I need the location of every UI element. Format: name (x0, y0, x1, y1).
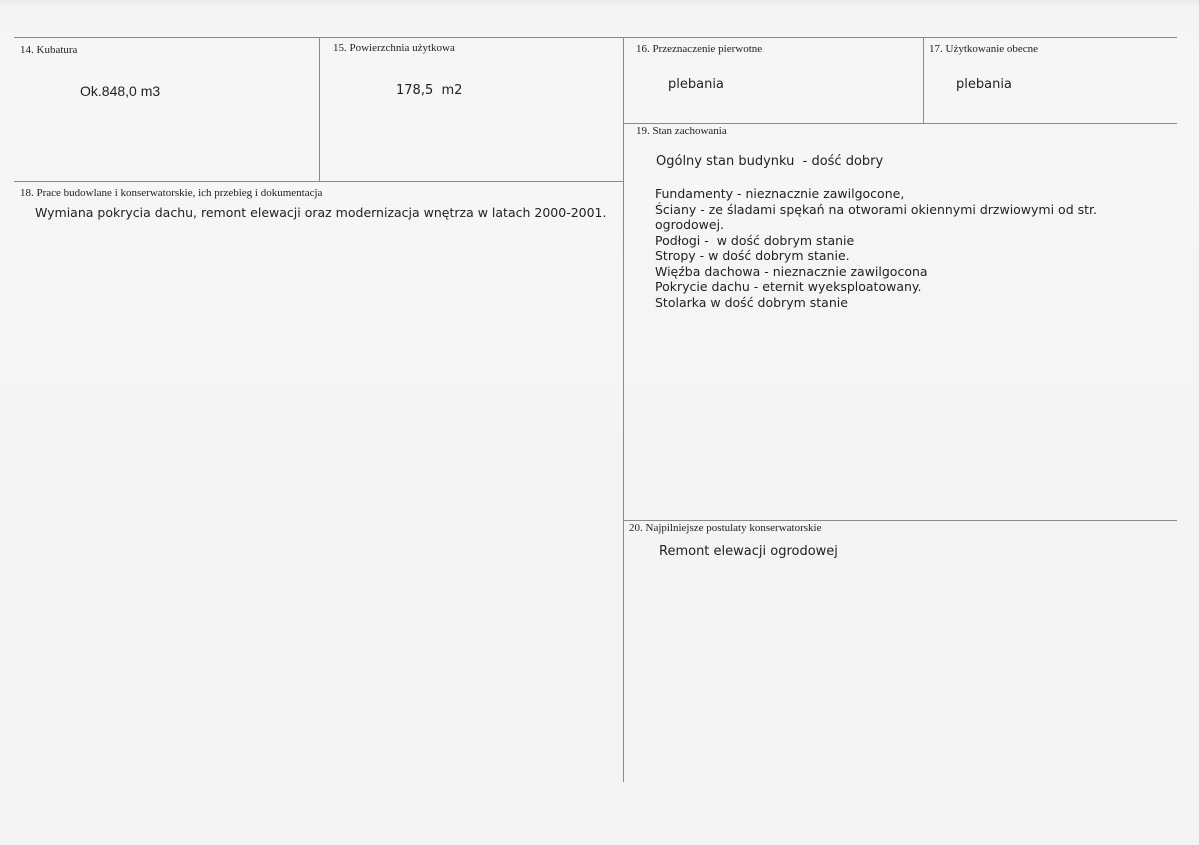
field-16-label: 16. Przeznaczenie pierwotne (636, 43, 763, 55)
field-16-value: plebania (668, 77, 724, 92)
divider-19-20 (623, 520, 1177, 521)
field-19-general: Ogólny stan budynku - dość dobry (656, 154, 884, 169)
condition-line: Stolarka w dość dobrym stanie (655, 294, 848, 310)
condition-line: Stropy - w dość dobrym stanie. (655, 248, 850, 263)
field-18-value: Wymiana pokrycia dachu, remont elewacji oraz modernizacja wnętrza w latach 2000-2001. (35, 205, 607, 220)
condition-line: Podłogi - w dość dobrym stanie (655, 232, 855, 248)
divider-14-15 (319, 37, 320, 182)
field-14-value: Ok.848,0 m3 (80, 83, 161, 99)
divider-center (623, 37, 624, 782)
condition-line: Fundamenty - nieznacznie zawilgocone, (655, 186, 905, 201)
field-17-value: plebania (956, 77, 1012, 92)
divider-14-18 (14, 181, 623, 182)
condition-line: Więźba dachowa - nieznacznie zawilgocona (655, 263, 928, 279)
field-15-label: 15. Powierzchnia użytkowa (333, 42, 455, 54)
field-20-value: Remont elewacji ogrodowej (659, 544, 838, 559)
field-14-label: 14. Kubatura (20, 44, 78, 56)
top-border (14, 37, 1177, 38)
condition-line: ogrodowej. (655, 217, 725, 232)
field-20-label: 20. Najpilniejsze postulaty konserwatorskie (629, 522, 822, 534)
condition-line: Pokrycie dachu - eternit wyeksploatowany. (655, 279, 922, 294)
divider-16-19 (623, 123, 1177, 124)
field-17-label: 17. Użytkowanie obecne (929, 43, 1039, 55)
field-19-label: 19. Stan zachowania (636, 125, 727, 137)
divider-16-17 (923, 37, 924, 123)
condition-line: Ściany - ze śladami spękań na otworami okiennymi drzwiowymi od str. (655, 201, 1097, 217)
field-18-label: 18. Prace budowlane i konserwatorskie, ich przebieg i dokumentacja (20, 187, 323, 199)
field-19-details (655, 186, 1141, 310)
field-15-value: 178,5 m2 (396, 83, 463, 98)
